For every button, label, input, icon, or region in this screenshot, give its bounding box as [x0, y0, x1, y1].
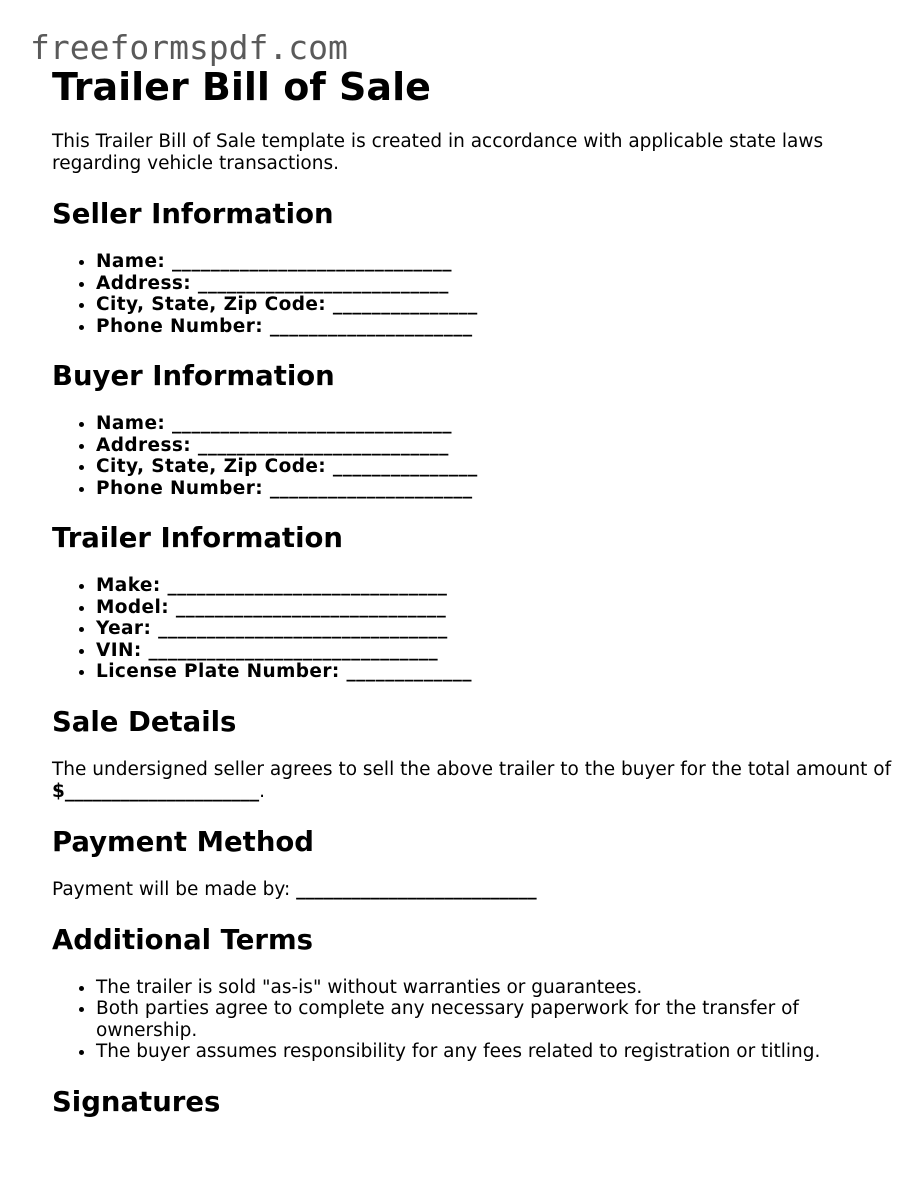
watermark-text: freeformspdf.com	[30, 28, 348, 67]
sale-paragraph	[52, 759, 892, 803]
seller-name-field: • Name: _____________________________	[96, 251, 892, 273]
document-page	[52, 64, 892, 1119]
trailer-plate-field: • License Plate Number: _____________	[96, 661, 892, 683]
payment-text: Payment will be made by:	[52, 878, 297, 900]
buyer-fields	[52, 413, 892, 499]
payment-paragraph	[52, 879, 892, 901]
seller-city-field: • City, State, Zip Code: _______________	[96, 294, 892, 316]
trailer-fields	[52, 575, 892, 683]
term-item: • Both parties agree to complete any necessary paperwork for the transfer of ownership.	[96, 998, 892, 1041]
buyer-phone-field: • Phone Number: _____________________	[96, 478, 892, 500]
trailer-year-field: • Year: ______________________________	[96, 618, 892, 640]
sale-amount-blank: $_____________________	[52, 780, 260, 802]
buyer-address-field: • Address: __________________________	[96, 435, 892, 457]
buyer-heading: Buyer Information	[52, 360, 335, 392]
trailer-vin-field: • VIN: ______________________________	[96, 640, 892, 662]
term-item: • The buyer assumes responsibility for any fees related to registration or titling.	[96, 1041, 892, 1063]
trailer-make-field: • Make: _____________________________	[96, 575, 892, 597]
sale-text: The undersigned seller agrees to sell the above trailer to the buyer for the total amount of	[52, 758, 892, 780]
terms-heading: Additional Terms	[52, 923, 314, 956]
signatures-heading: Signatures	[52, 1085, 221, 1118]
payment-blank: __________________________	[296, 878, 537, 900]
buyer-city-field: • City, State, Zip Code: _______________	[96, 456, 892, 478]
terms-list	[52, 977, 892, 1063]
payment-heading: Payment Method	[52, 825, 314, 858]
buyer-name-field: • Name: _____________________________	[96, 413, 892, 435]
sale-period: .	[259, 780, 266, 802]
intro-paragraph: This Trailer Bill of Sale template is created in accordance with applicable state laws regarding vehicle transactions.	[52, 131, 824, 174]
trailer-heading: Trailer Information	[52, 522, 343, 554]
seller-address-field: • Address: __________________________	[96, 273, 892, 295]
trailer-model-field: • Model: ____________________________	[96, 597, 892, 619]
seller-fields	[52, 251, 892, 337]
seller-heading: Seller Information	[52, 198, 334, 230]
sale-heading: Sale Details	[52, 705, 237, 738]
seller-phone-field: • Phone Number: _____________________	[96, 316, 892, 338]
document-title: Trailer Bill of Sale	[52, 65, 431, 109]
term-item: • The trailer is sold "as-is" without warranties or guarantees.	[96, 977, 892, 999]
